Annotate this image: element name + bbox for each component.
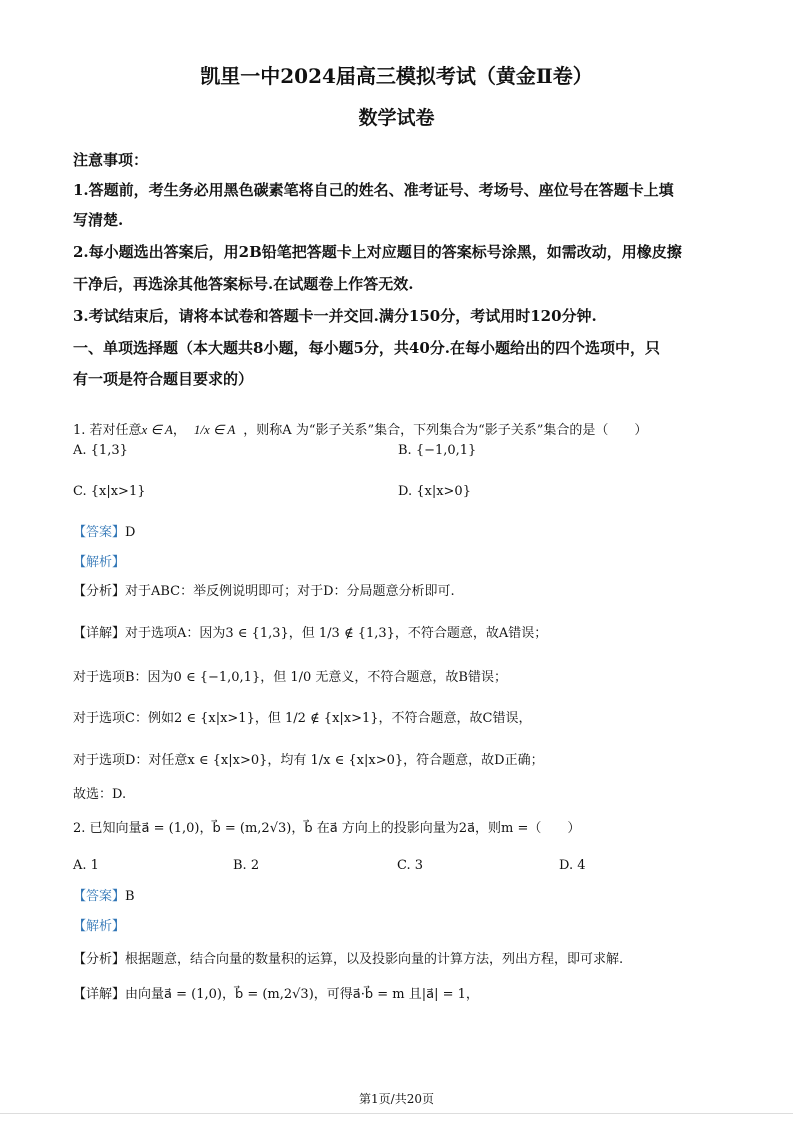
- answer-line: [73, 888, 135, 906]
- analysis-summary: 【分析】根据题意，结合向量的数量积的运算，以及投影向量的计算方法，列出方程，即可求解.: [73, 952, 624, 967]
- answer-label: 【答案】: [73, 889, 126, 904]
- detail-line: 【详解】由向量a⃗ = (1,0)，b⃗ = (m,2√3)，可得a⃗·b⃗ = m 且|a⃗| = 1，: [73, 987, 479, 1002]
- page-subtitle: 数学试卷: [358, 107, 435, 129]
- stem-text: ，则称A 为“影子关系”集合，下列集合为“影子关系”集合的是（ ）: [243, 423, 648, 438]
- option-b: B. 2: [233, 858, 260, 873]
- notice-heading: 注意事项：: [73, 151, 149, 169]
- analysis-label: 【解析】: [73, 555, 126, 570]
- page-title: 凯里一中2024届高三模拟考试（黄金Ⅱ卷）: [200, 64, 593, 88]
- detail-line: 对于选项C：例如2 ∈ {x|x>1}，但 1/2 ∉ {x|x>1}，不符合题意，故C错误，: [73, 711, 532, 726]
- notice-line: 干净后，再选涂其他答案标号.在试题卷上作答无效.: [73, 275, 414, 293]
- math-fraction: 1/x ∈ A: [193, 422, 236, 437]
- answer-line: [73, 524, 135, 542]
- answer-value: D: [125, 525, 136, 540]
- option-c: C. 3: [397, 858, 424, 873]
- option-d: D. 4: [559, 858, 586, 873]
- detail-line: 【详解】对于选项A：因为3 ∈ {1,3}，但 1/3 ∉ {1,3}，不符合题意，故A错误；: [73, 626, 548, 641]
- math: x ∈ A: [141, 422, 173, 437]
- option-a: A. {1,3}: [73, 443, 128, 458]
- detail-line: 故选：D.: [73, 787, 127, 802]
- footer-divider: [0, 1113, 793, 1114]
- page-number: 第1页/共20页: [359, 1092, 434, 1106]
- option-d: D. {x|x>0}: [398, 484, 471, 499]
- question-2-stem: 2. 已知向量a⃗ = (1,0)，b⃗ = (m,2√3)，b⃗ 在a⃗ 方向上的投影向量为2a⃗，则m =（ ）: [73, 821, 581, 836]
- option-a: A. 1: [73, 858, 99, 873]
- answer-label: 【答案】: [73, 525, 126, 540]
- notice-line: 2.每小题选出答案后，用2B铅笔把答题卡上对应题目的答案标号涂黑，如需改动，用橡皮擦: [73, 243, 682, 261]
- notice-line: 1.答题前，考生务必用黑色碳素笔将自己的姓名、准考证号、考场号、座位号在答题卡上填: [73, 181, 674, 199]
- stem-text: 1. 若对任意: [73, 423, 142, 438]
- notice-line: 写清楚.: [73, 211, 124, 229]
- section-heading: 有一项是符合题目要求的）: [73, 370, 254, 388]
- analysis-summary: 【分析】对于ABC：举反例说明即可；对于D：分局题意分析即可.: [73, 584, 455, 599]
- question-1-stem: 1. 若对任意x ∈ A， 1/x ∈ A ，则称A 为“影子关系”集合，下列集合为“影子关系”集合的是（ ）: [73, 422, 648, 438]
- option-b: B. {−1,0,1}: [398, 443, 477, 458]
- detail-line: 对于选项D：对任意x ∈ {x|x>0}，均有 1/x ∈ {x|x>0}，符合题意，故D正确；: [73, 753, 544, 768]
- option-c: C. {x|x>1}: [73, 484, 146, 499]
- notice-line: 3.考试结束后，请将本试卷和答题卡一并交回.满分150分，考试用时120分钟.: [73, 307, 597, 325]
- section-heading: 一、单项选择题（本大题共8小题，每小题5分，共40分.在每小题给出的四个选项中，只: [73, 339, 660, 357]
- detail-line: 对于选项B：因为0 ∈ {−1,0,1}，但 1/0 无意义，不符合题意，故B错误；: [73, 670, 507, 685]
- answer-value: B: [125, 889, 135, 904]
- analysis-label: 【解析】: [73, 919, 126, 934]
